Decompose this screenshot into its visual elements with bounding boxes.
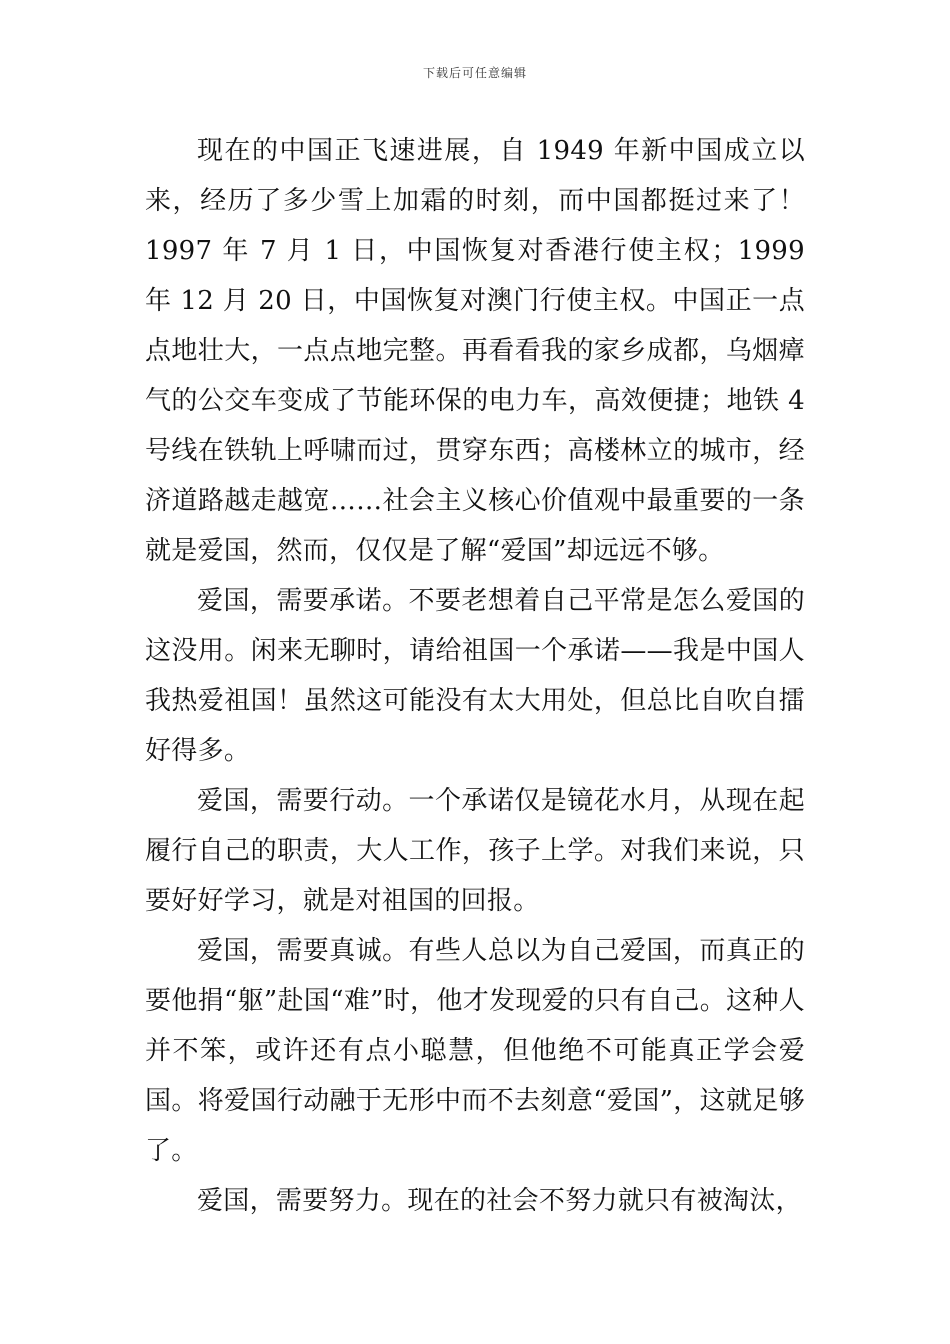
paragraph-4: 爱国，需要真诚。有些人总以为自己爱国，而真正的要他捐“躯”赴国“难”时，他才发现爱的只有自己。这种人并不笨，或许还有点小聪慧，但他绝不可能真正学会爱国。将爱国行动融于无形中而不去刻意“爱国”，这就足够了。 bbox=[145, 936, 805, 1166]
paragraph-5: 爱国，需要努力。现在的社会不努力就只有被淘汰， bbox=[197, 1186, 802, 1216]
page-header: 下载后可任意编辑 bbox=[422, 66, 527, 80]
paragraph-3: 爱国，需要行动。一个承诺仅是镜花水月，从现在起履行自己的职责，大人工作，孩子上学。对我们来说，只要好好学习，就是对祖国的回报。 bbox=[145, 786, 805, 916]
paragraph-2: 爱国，需要承诺。不要老想着自己平常是怎么爱国的这没用。闲来无聊时，请给祖国一个承诺——我是中国人我热爱祖国！虽然这可能没有太大用处，但总比自吹自擂好得多。 bbox=[145, 586, 805, 766]
paragraph-1: 现在的中国正飞速进展，自 1949 年新中国成立以来，经历了多少雪上加霜的时刻，而中国都挺过来了！1997 年 7 月 1 日，中国恢复对香港行使主权；1999 年 12 月 20 日，中国恢复对澳门行使主权。中国正一点点地壮大，一点点地完整。再看看我的家乡成都，乌烟瘴气的公交车变成了节能环保的电力车，高效便捷；地铁 4 号线在铁轨上呼啸而过，贯穿东西；高楼林立的城市，经济道路越走越宽……社会主义核心价值观中最重要的一条就是爱国，然而，仅仅是了解“爱国”却远远不够。 bbox=[145, 136, 805, 566]
document-body bbox=[145, 126, 805, 1226]
